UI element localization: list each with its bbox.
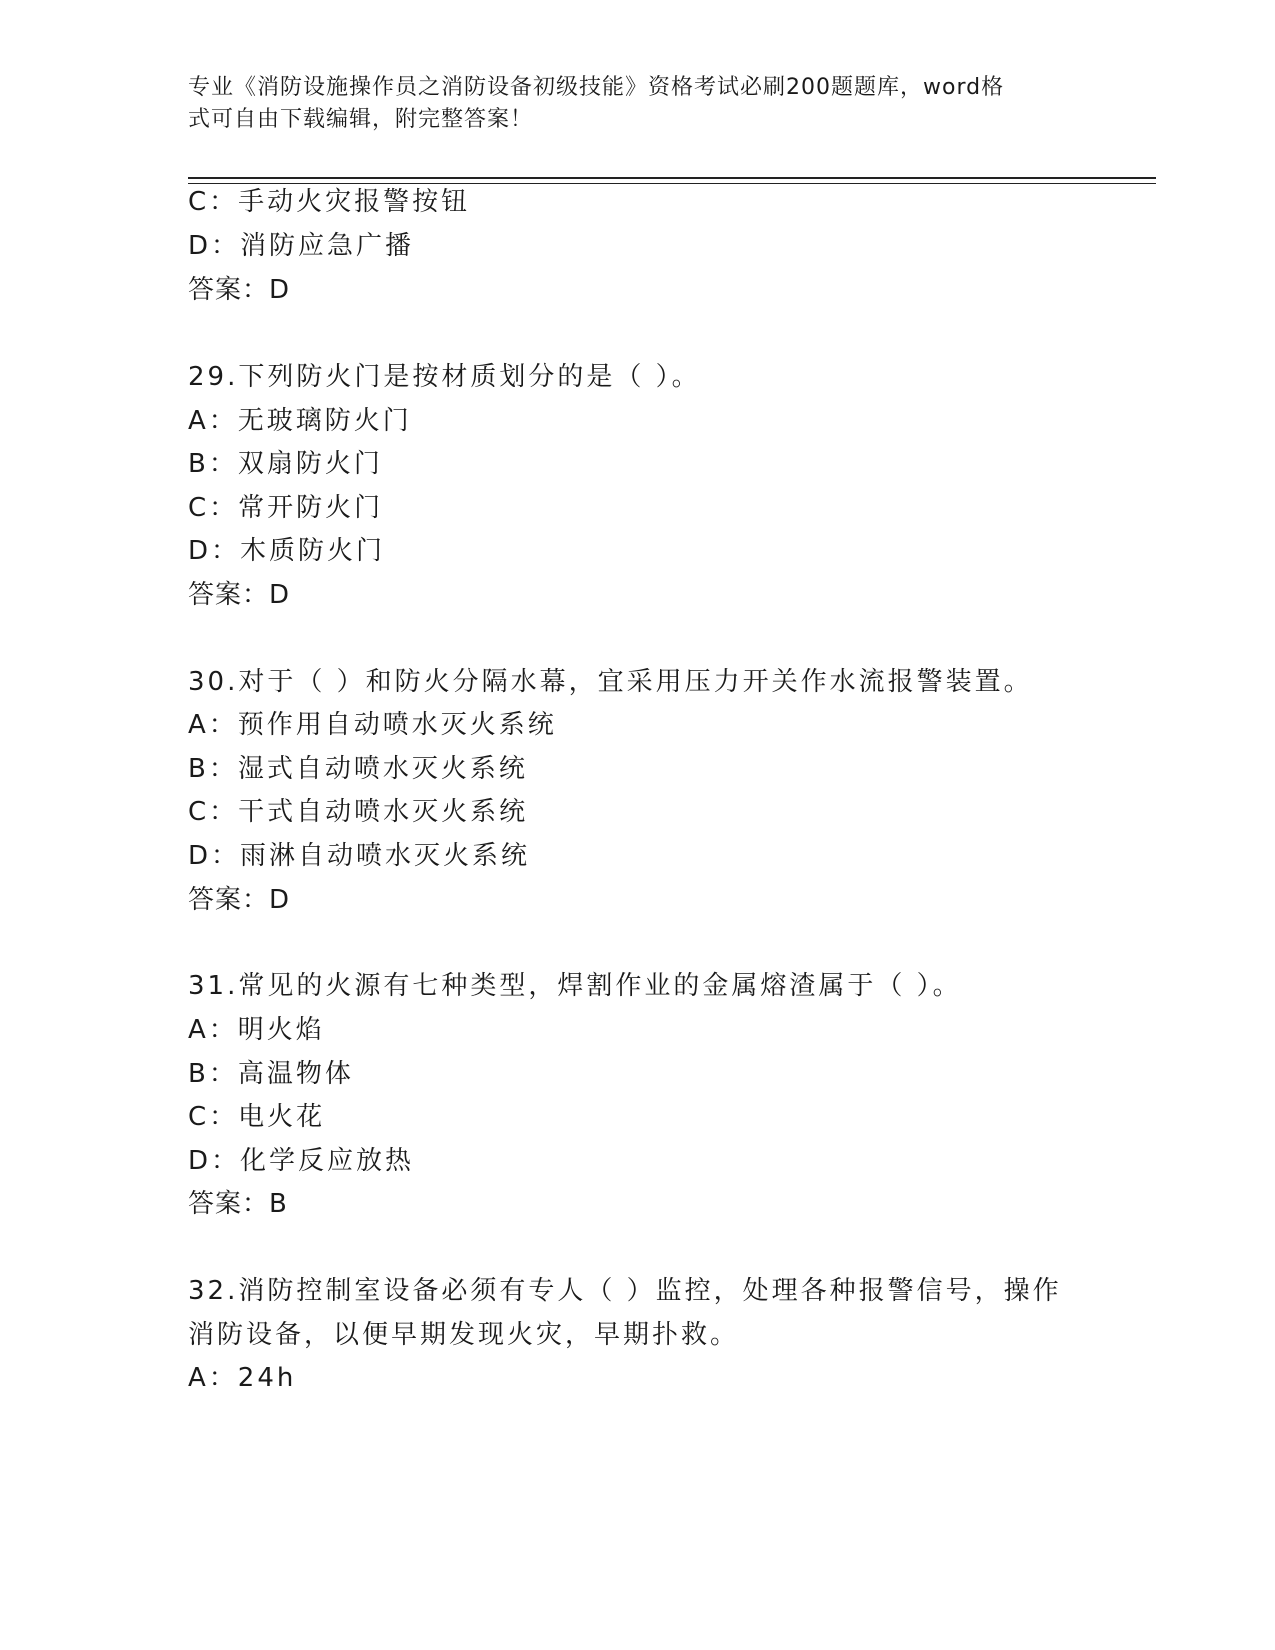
q29-option-a: A：无玻璃防火门: [188, 406, 412, 436]
q29-option-d: D：木质防火门: [188, 536, 386, 566]
q31-option-c: C：电火花: [188, 1102, 326, 1132]
q29-option-b: B：双扇防火门: [188, 449, 383, 479]
header-divider-thick: [188, 177, 1156, 179]
prev-answer: 答案：D: [188, 275, 291, 305]
q30-option-d: D：雨淋自动喷水灭火系统: [188, 841, 531, 871]
q31-option-d: D：化学反应放热: [188, 1146, 415, 1176]
prev-option-d: D：消防应急广播: [188, 231, 415, 261]
q29-answer: 答案：D: [188, 580, 291, 610]
q31-option-b: B：高温物体: [188, 1059, 354, 1089]
q32-option-a: A：24h: [188, 1363, 297, 1393]
q31-option-a: A：明火焰: [188, 1015, 325, 1045]
q30-option-c: C：干式自动喷水灭火系统: [188, 797, 529, 827]
document-header: [188, 72, 1068, 136]
q30-option-a: A：预作用自动喷水灭火系统: [188, 710, 557, 740]
q32-stem-line-2: 消防设备，以便早期发现火灾，早期扑救。: [188, 1320, 740, 1350]
q30-stem: 30.对于（ ）和防火分隔水幕，宜采用压力开关作水流报警装置。: [188, 667, 1033, 697]
q31-stem: 31.常见的火源有七种类型，焊割作业的金属熔渣属于（ ）。: [188, 971, 962, 1001]
prev-option-c: C：手动火灾报警按钮: [188, 187, 471, 217]
q31-answer: 答案：B: [188, 1189, 288, 1219]
q30-answer: 答案：D: [188, 885, 291, 915]
q29-stem: 29.下列防火门是按材质划分的是（ ）。: [188, 362, 701, 392]
q29-option-c: C：常开防火门: [188, 493, 384, 523]
q32-stem-line-1: 32.消防控制室设备必须有专人（ ）监控，处理各种报警信号，操作: [188, 1276, 1062, 1306]
header-line-1: 专业《消防设施操作员之消防设备初级技能》资格考试必刷200题题库，word格: [188, 75, 1005, 100]
header-line-2: 式可自由下载编辑，附完整答案！: [188, 107, 534, 132]
q30-option-b: B：湿式自动喷水灭火系统: [188, 754, 528, 784]
